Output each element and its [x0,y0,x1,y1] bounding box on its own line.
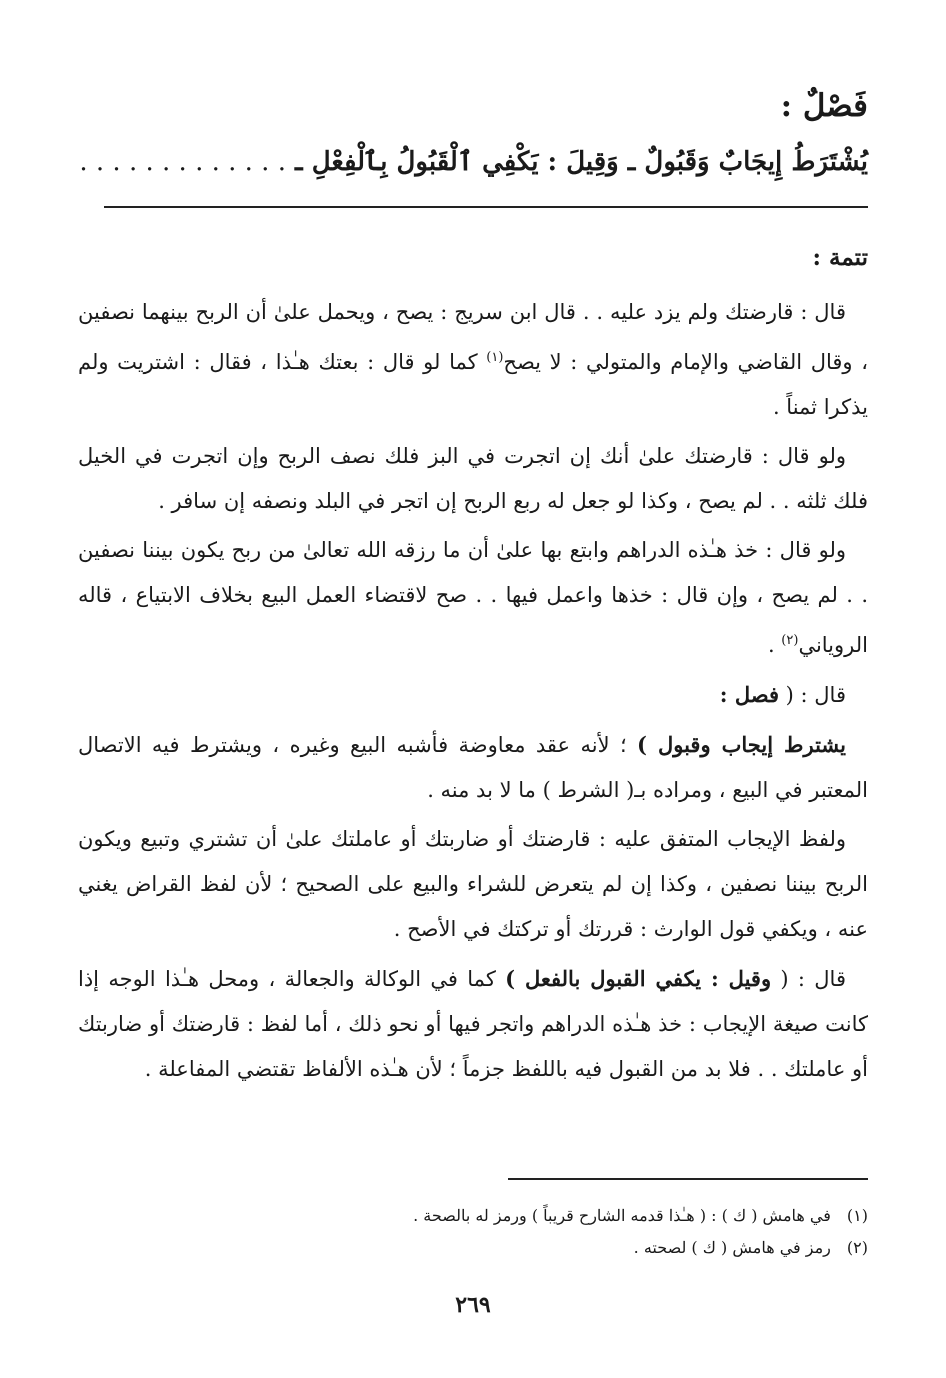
footnote-ref-2: (٢) [781,633,799,648]
footnote-2-number: (٢) [846,1238,868,1257]
footnote-ref-1: (١) [486,350,504,365]
footnote-1 [78,1200,868,1232]
paragraph-3 [78,528,868,668]
paragraph-1-text-a: قال : قارضتك ولم يزد عليه . . قال ابن سريج : يصح ، ويحمل علىٰ أن الربح بينهما نصفين ، وقال القاضي والإمام والمتولي : لا يصح [78,300,868,374]
footnote-1-text: في هامش ( ك ) : ( هـٰذا قدمه الشارح قريباً ) ورمز له بالصحة . [413,1206,831,1225]
footnote-1-number: (١) [846,1206,868,1225]
paragraph-5 [78,722,868,813]
paragraph-4-bold: فصل : [719,682,779,707]
footnote-2-text: رمز في هامش ( ك ) لصحته . [633,1238,831,1257]
paragraph-4 [78,672,868,718]
paragraph-7-text-a: قال : ( [771,967,846,991]
section-heading: فَصْلٌ : [780,88,868,124]
paragraph-4-text: قال : ( [779,683,846,707]
matn-text: يُشْتَرَطُ إِيجَابٌ وَقَبُولٌ ـ وَقِيلَ : يَكْفِي ٱلْقَبُولُ بِٱلْفِعْلِ ـ [295,147,868,177]
page-number: ٢٦٩ [455,1292,491,1318]
paragraph-3-text-b: . [767,633,782,657]
paragraph-2: ولو قال : قارضتك علىٰ أنك إن اتجرت في البز فلك نصف الربح وإن اتجرت في الخيل فلك ثلثه . . لم يصح ، وكذا لو جعل له ربع الربح إن اتجر في البلد ونصفه إن سافر . [78,444,868,513]
commentary-body [78,290,868,1096]
footnote-2 [78,1232,868,1264]
paragraph-7 [78,956,868,1092]
matn-line [79,138,868,186]
subheading: تتمة : [812,244,868,271]
matn-dots: . . . . . . . . . . . . . [79,147,286,177]
matn-divider [104,206,868,208]
paragraph-6: ولفظ الإيجاب المتفق عليه : قارضتك أو ضاربتك أو عاملتك علىٰ أن تشتري وتبيع ويكون الربح بيننا نصفين ، وكذا إن لم يتعرض للشراء والبيع على الصحيح ؛ لأن لفظ القراض يغني عنه ، ويكفي قول الوارث : قررتك أو تركتك في الأصح . [78,827,868,941]
paragraph-1 [78,290,868,430]
paragraph-1-text-b: كما لو قال : بعتك هـٰذا ، فقال : اشتريت ولم يذكرا ثمناً . [78,350,868,419]
footnotes [78,1200,868,1264]
paragraph-5-text: ؛ لأنه عقد معاوضة فأشبه البيع وغيره ، ويشترط فيه الاتصال المعتبر في البيع ، ومراده بـ( الشرط ) ما لا بد منه . [78,733,868,802]
paragraph-7-bold: وقيل : يكفي القبول بالفعل ) [505,966,772,991]
paragraph-3-text-a: ولو قال : خذ هـٰذه الدراهم وابتع بها علىٰ أن ما رزقه الله تعالىٰ من ربح يكون بيننا نصفين . . لم يصح ، وإن قال : خذها واعمل فيها . . صح لاقتضاء العمل البيع بخلاف الابتياع ، قاله الروياني [78,538,868,657]
paragraph-7-text-b: كما في الوكالة والجعالة ، ومحل هـٰذا الوجه إذا كانت صيغة الإيجاب : خذ هـٰذه الدراهم واتجر فيها أو نحو ذلك ، أما لفظ : قارضتك أو ضاربتك أو عاملتك . . فلا بد من القبول فيه باللفظ جزماً ؛ لأن هـٰذه الألفاظ تقتضي المفاعلة . [78,967,868,1081]
paragraph-5-bold: يشترط إيجاب وقبول ) [637,732,846,757]
footnote-divider [508,1178,868,1180]
